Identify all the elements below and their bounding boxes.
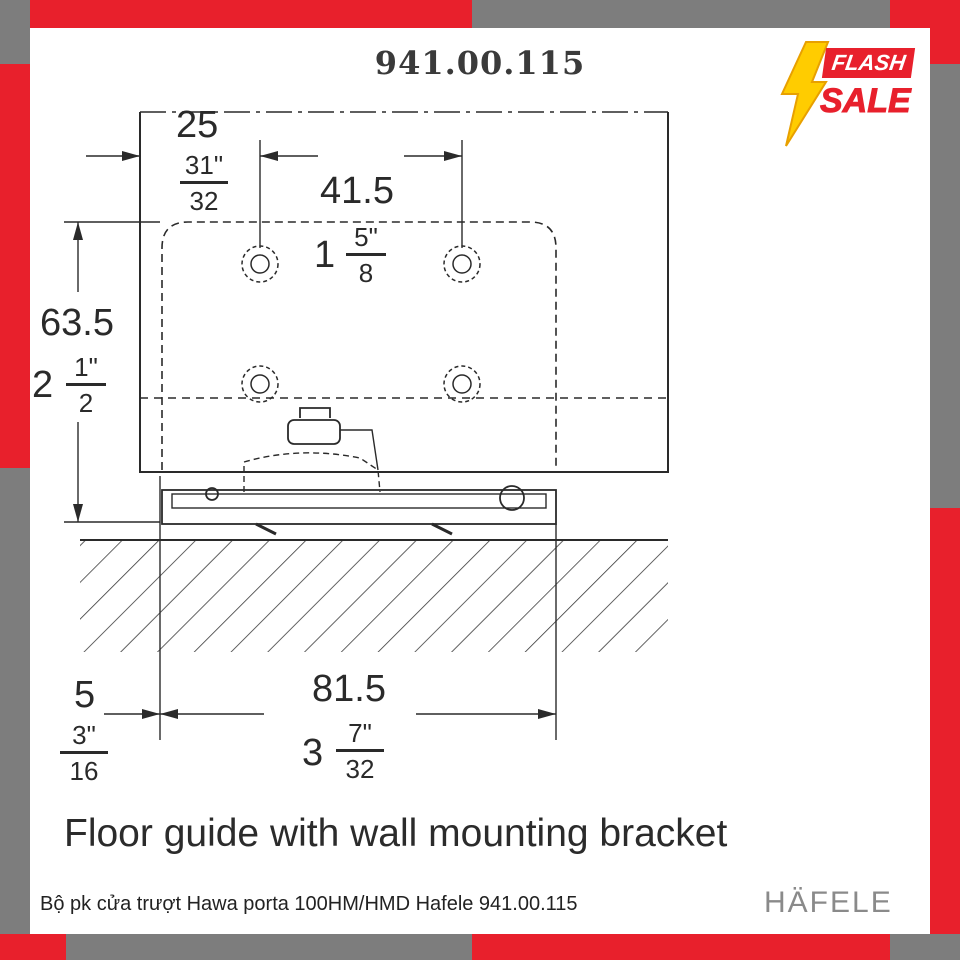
fraction-bar: [180, 181, 228, 184]
dim-25-arrow: [122, 151, 140, 161]
dim-63-inch-whole: 2: [32, 364, 54, 406]
dim-81-inch: [336, 720, 384, 782]
floor-hatch: [80, 540, 668, 652]
dim-81-inch-num: 7": [348, 718, 372, 748]
brand-logo: HÄFELE: [764, 886, 893, 919]
dim-81-inch-whole: 3: [302, 732, 324, 774]
fraction-bar: [346, 253, 386, 256]
flash-label: FLASH: [822, 48, 916, 78]
dim-81-arrow-right: [538, 709, 556, 719]
dim-81-inch-den: 32: [345, 754, 375, 784]
fraction-bar: [60, 751, 108, 754]
dim-63-mm: 63.5: [40, 302, 114, 344]
dim-25-inch: [180, 152, 228, 214]
dim-41-arrow-right: [444, 151, 462, 161]
drawing-caption: Floor guide with wall mounting bracket: [64, 812, 728, 855]
dim-81-mm: 81.5: [312, 668, 386, 710]
dim-41-inch-den: 8: [358, 258, 374, 288]
dim-41-inch-whole: 1: [314, 234, 336, 276]
dim-5-arrow: [142, 709, 160, 719]
product-title: Bộ pk cửa trượt Hawa porta 100HM/HMD Hafele 941.00.115: [40, 893, 578, 915]
dim-63-arrow-bottom: [73, 504, 83, 522]
dim-41-arrow-left: [260, 151, 278, 161]
dim-5-mm: 5: [74, 674, 96, 716]
dim-63-inch-den: 2: [78, 388, 94, 418]
dim-63-inch-num: 1": [74, 352, 98, 382]
dim-25-inch-den: 32: [189, 186, 219, 216]
dim-41-inch-num: 5": [354, 222, 378, 252]
dim-41-inch: [346, 224, 386, 286]
fraction-bar: [336, 749, 384, 752]
dim-25-inch-num: 31": [184, 150, 224, 180]
sale-label: SALE: [820, 82, 911, 120]
fraction-bar: [66, 383, 106, 386]
product-code: 941.00.115: [374, 44, 586, 82]
dim-41-mm: 41.5: [320, 170, 394, 212]
dim-25-mm: 25: [176, 104, 219, 146]
dim-81-arrow-left: [160, 709, 178, 719]
dim-63-inch: [66, 354, 106, 416]
dim-5-inch-den: 16: [69, 756, 99, 786]
dim-5-inch: [60, 722, 108, 784]
dim-5-inch-num: 3": [72, 720, 96, 750]
dim-63-arrow-top: [73, 222, 83, 240]
